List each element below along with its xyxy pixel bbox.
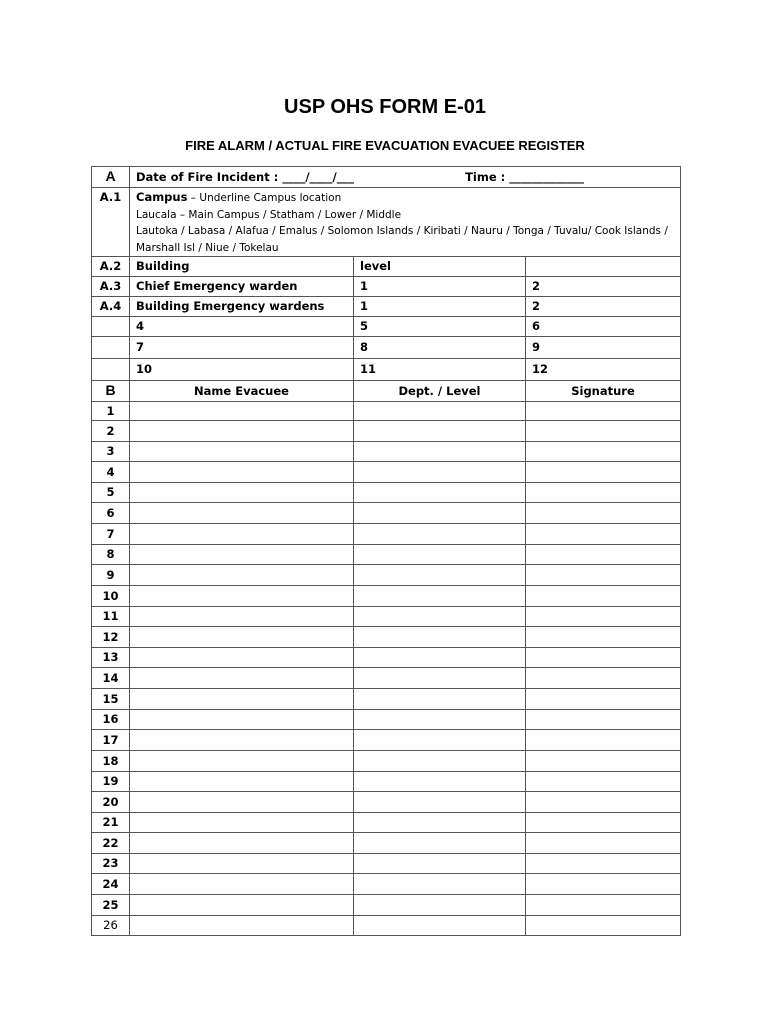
evacuee-dept-cell[interactable] — [354, 792, 526, 813]
evacuee-dept-cell[interactable] — [354, 627, 526, 648]
evacuee-row-number: 16 — [92, 710, 130, 730]
evacuee-row — [92, 730, 681, 751]
row-wardens-10-12 — [92, 359, 681, 381]
building-empty — [526, 257, 681, 277]
warden-7[interactable]: 7 — [130, 337, 354, 359]
evacuee-row — [92, 874, 681, 895]
evacuee-row — [92, 792, 681, 813]
evacuee-row-number: 18 — [92, 751, 130, 772]
evacuee-signature-cell[interactable] — [526, 710, 681, 730]
evacuee-row-number: 8 — [92, 545, 130, 565]
evacuee-signature-cell[interactable] — [526, 648, 681, 668]
evacuee-row-number: 20 — [92, 792, 130, 813]
evacuee-row — [92, 813, 681, 833]
evacuee-row-number: 19 — [92, 772, 130, 792]
row-chief-warden — [92, 277, 681, 297]
evacuee-name-cell[interactable] — [130, 524, 354, 545]
row-wardens-4-6 — [92, 317, 681, 337]
evacuee-row — [92, 772, 681, 792]
evacuee-row-number: 9 — [92, 565, 130, 586]
evacuee-signature-cell[interactable] — [526, 772, 681, 792]
header-signature: Signature — [526, 381, 681, 402]
evacuee-row-number: 12 — [92, 627, 130, 648]
header-name-evacuee: Name Evacuee — [130, 381, 354, 402]
evacuee-register-table — [91, 166, 681, 936]
evacuee-row — [92, 402, 681, 421]
evacuee-name-cell[interactable] — [130, 874, 354, 895]
evacuee-dept-cell[interactable] — [354, 874, 526, 895]
evacuee-row-number: 24 — [92, 874, 130, 895]
evacuee-name-cell[interactable] — [130, 792, 354, 813]
campus-hint: – Underline Campus location — [187, 192, 342, 204]
evacuee-dept-cell[interactable] — [354, 854, 526, 874]
evacuee-row-number: 21 — [92, 813, 130, 833]
evacuee-dept-cell[interactable] — [354, 524, 526, 545]
evacuee-signature-cell[interactable] — [526, 421, 681, 442]
chief-warden-2[interactable]: 2 — [526, 277, 681, 297]
evacuee-row-number: 1 — [92, 402, 130, 421]
code-a3: A.3 — [92, 277, 130, 297]
evacuee-signature-cell[interactable] — [526, 916, 681, 936]
evacuee-name-cell[interactable] — [130, 813, 354, 833]
section-b-label: B — [92, 381, 130, 402]
evacuee-name-cell[interactable] — [130, 648, 354, 668]
evacuee-signature-cell[interactable] — [526, 874, 681, 895]
evacuee-row — [92, 710, 681, 730]
campus-label: Campus — [136, 190, 188, 204]
row-building-wardens — [92, 297, 681, 317]
evacuee-row-number: 25 — [92, 895, 130, 916]
evacuee-row — [92, 854, 681, 874]
evacuee-signature-cell[interactable] — [526, 751, 681, 772]
evacuee-name-cell[interactable] — [130, 483, 354, 503]
warden-code-empty — [92, 317, 130, 337]
evacuee-row-number: 11 — [92, 607, 130, 627]
evacuee-dept-cell[interactable] — [354, 483, 526, 503]
evacuee-signature-cell[interactable] — [526, 565, 681, 586]
evacuee-name-cell[interactable] — [130, 462, 354, 483]
evacuee-dept-cell[interactable] — [354, 668, 526, 689]
evacuee-dept-cell[interactable] — [354, 442, 526, 462]
evacuee-dept-cell[interactable] — [354, 648, 526, 668]
evacuee-name-cell[interactable] — [130, 565, 354, 586]
section-a-label: A — [92, 167, 130, 188]
evacuee-dept-cell[interactable] — [354, 462, 526, 483]
warden-9[interactable]: 9 — [526, 337, 681, 359]
evacuee-row — [92, 545, 681, 565]
evacuee-row — [92, 895, 681, 916]
evacuee-row-number: 10 — [92, 586, 130, 607]
evacuee-name-cell[interactable] — [130, 607, 354, 627]
evacuee-name-cell[interactable] — [130, 442, 354, 462]
evacuee-dept-cell[interactable] — [354, 586, 526, 607]
evacuee-dept-cell[interactable] — [354, 607, 526, 627]
evacuee-signature-cell[interactable] — [526, 607, 681, 627]
row-section-b-header — [92, 381, 681, 402]
evacuee-row-number: 13 — [92, 648, 130, 668]
header-dept-level: Dept. / Level — [354, 381, 526, 402]
code-a4: A.4 — [92, 297, 130, 317]
evacuee-row — [92, 916, 681, 936]
warden-5[interactable]: 5 — [354, 317, 526, 337]
date-label: Date of Fire Incident : ____/____/___ — [136, 169, 354, 184]
evacuee-row-number: 22 — [92, 833, 130, 854]
evacuee-signature-cell[interactable] — [526, 854, 681, 874]
warden-10[interactable]: 10 — [130, 359, 354, 381]
code-a2: A.2 — [92, 257, 130, 277]
form-title: USP OHS FORM E-01 — [284, 96, 486, 118]
evacuee-row — [92, 586, 681, 607]
chief-warden-label: Chief Emergency warden — [130, 277, 354, 297]
evacuee-signature-cell[interactable] — [526, 730, 681, 751]
warden-4[interactable]: 4 — [130, 317, 354, 337]
evacuee-row — [92, 503, 681, 524]
evacuee-signature-cell[interactable] — [526, 442, 681, 462]
evacuee-signature-cell[interactable] — [526, 545, 681, 565]
evacuee-row — [92, 607, 681, 627]
evacuee-name-cell[interactable] — [130, 710, 354, 730]
form-subtitle: FIRE ALARM / ACTUAL FIRE EVACUATION EVACUEE REGISTER — [185, 138, 585, 153]
evacuee-row — [92, 627, 681, 648]
evacuee-signature-cell[interactable] — [526, 668, 681, 689]
evacuee-name-cell[interactable] — [130, 916, 354, 936]
warden-11[interactable]: 11 — [354, 359, 526, 381]
warden-12[interactable]: 12 — [526, 359, 681, 381]
campus-cell[interactable] — [130, 188, 681, 257]
warden-8[interactable]: 8 — [354, 337, 526, 359]
evacuee-dept-cell[interactable] — [354, 565, 526, 586]
evacuee-row-number: 17 — [92, 730, 130, 751]
evacuee-name-cell[interactable] — [130, 503, 354, 524]
evacuee-dept-cell[interactable] — [354, 730, 526, 751]
evacuee-dept-cell[interactable] — [354, 813, 526, 833]
evacuee-name-cell[interactable] — [130, 545, 354, 565]
evacuee-signature-cell[interactable] — [526, 792, 681, 813]
evacuee-dept-cell[interactable] — [354, 916, 526, 936]
evacuee-row-number: 26 — [92, 916, 130, 936]
evacuee-name-cell[interactable] — [130, 689, 354, 710]
evacuee-dept-cell[interactable] — [354, 895, 526, 916]
evacuee-dept-cell[interactable] — [354, 689, 526, 710]
evacuee-row-number: 5 — [92, 483, 130, 503]
evacuee-row — [92, 421, 681, 442]
evacuee-name-cell[interactable] — [130, 833, 354, 854]
evacuee-row-number: 2 — [92, 421, 130, 442]
row-building — [92, 257, 681, 277]
evacuee-row-number: 15 — [92, 689, 130, 710]
evacuee-row — [92, 751, 681, 772]
chief-warden-1[interactable]: 1 — [354, 277, 526, 297]
evacuee-name-cell[interactable] — [130, 730, 354, 751]
evacuee-signature-cell[interactable] — [526, 627, 681, 648]
evacuee-row-number: 3 — [92, 442, 130, 462]
evacuee-signature-cell[interactable] — [526, 462, 681, 483]
date-time-cell[interactable] — [130, 167, 681, 188]
evacuee-name-cell[interactable] — [130, 854, 354, 874]
evacuee-row — [92, 648, 681, 668]
row-wardens-7-9 — [92, 337, 681, 359]
evacuee-dept-cell[interactable] — [354, 833, 526, 854]
campus-line-main: Laucala – Main Campus / Statham / Lower / Middle — [136, 208, 402, 221]
evacuee-signature-cell[interactable] — [526, 586, 681, 607]
evacuee-row — [92, 462, 681, 483]
evacuee-dept-cell[interactable] — [354, 503, 526, 524]
warden-code-empty — [92, 359, 130, 381]
warden-6[interactable]: 6 — [526, 317, 681, 337]
evacuee-name-cell[interactable] — [130, 586, 354, 607]
evacuee-row-number: 7 — [92, 524, 130, 545]
warden-code-empty — [92, 337, 130, 359]
evacuee-row-number: 23 — [92, 854, 130, 874]
evacuee-signature-cell[interactable] — [526, 503, 681, 524]
building-wardens-label: Building Emergency wardens — [130, 297, 354, 317]
evacuee-row — [92, 483, 681, 503]
evacuee-row-number: 4 — [92, 462, 130, 483]
row-date — [92, 167, 681, 188]
evacuee-dept-cell[interactable] — [354, 710, 526, 730]
evacuee-signature-cell[interactable] — [526, 524, 681, 545]
evacuee-row — [92, 442, 681, 462]
evacuee-name-cell[interactable] — [130, 772, 354, 792]
evacuee-name-cell[interactable] — [130, 627, 354, 648]
building-warden-2[interactable]: 2 — [526, 297, 681, 317]
evacuee-dept-cell[interactable] — [354, 545, 526, 565]
evacuee-name-cell[interactable] — [130, 668, 354, 689]
evacuee-signature-cell[interactable] — [526, 483, 681, 503]
evacuee-signature-cell[interactable] — [526, 402, 681, 421]
evacuee-row — [92, 689, 681, 710]
evacuee-name-cell[interactable] — [130, 895, 354, 916]
evacuee-signature-cell[interactable] — [526, 813, 681, 833]
evacuee-row — [92, 668, 681, 689]
evacuee-dept-cell[interactable] — [354, 421, 526, 442]
evacuee-row — [92, 833, 681, 854]
level-label: level — [354, 257, 526, 277]
evacuee-dept-cell[interactable] — [354, 751, 526, 772]
code-a1: A.1 — [92, 188, 130, 257]
evacuee-row — [92, 524, 681, 545]
time-label: Time : _____________ — [465, 169, 584, 184]
evacuee-row-number: 6 — [92, 503, 130, 524]
evacuee-signature-cell[interactable] — [526, 895, 681, 916]
row-campus — [92, 188, 681, 257]
building-label: Building — [130, 257, 354, 277]
evacuee-name-cell[interactable] — [130, 421, 354, 442]
evacuee-dept-cell[interactable] — [354, 772, 526, 792]
evacuee-name-cell[interactable] — [130, 751, 354, 772]
evacuee-signature-cell[interactable] — [526, 689, 681, 710]
evacuee-row — [92, 565, 681, 586]
campus-line-regional: Lautoka / Labasa / Alafua / Emalus / Solomon Islands / Kiribati / Nauru / Tonga / Tuvalu/ Cook Islands / Marshall Isl / Niue / Tokelau — [136, 225, 668, 254]
evacuee-signature-cell[interactable] — [526, 833, 681, 854]
evacuee-dept-cell[interactable] — [354, 402, 526, 421]
evacuee-row-number: 14 — [92, 668, 130, 689]
evacuee-name-cell[interactable] — [130, 402, 354, 421]
building-warden-1[interactable]: 1 — [354, 297, 526, 317]
